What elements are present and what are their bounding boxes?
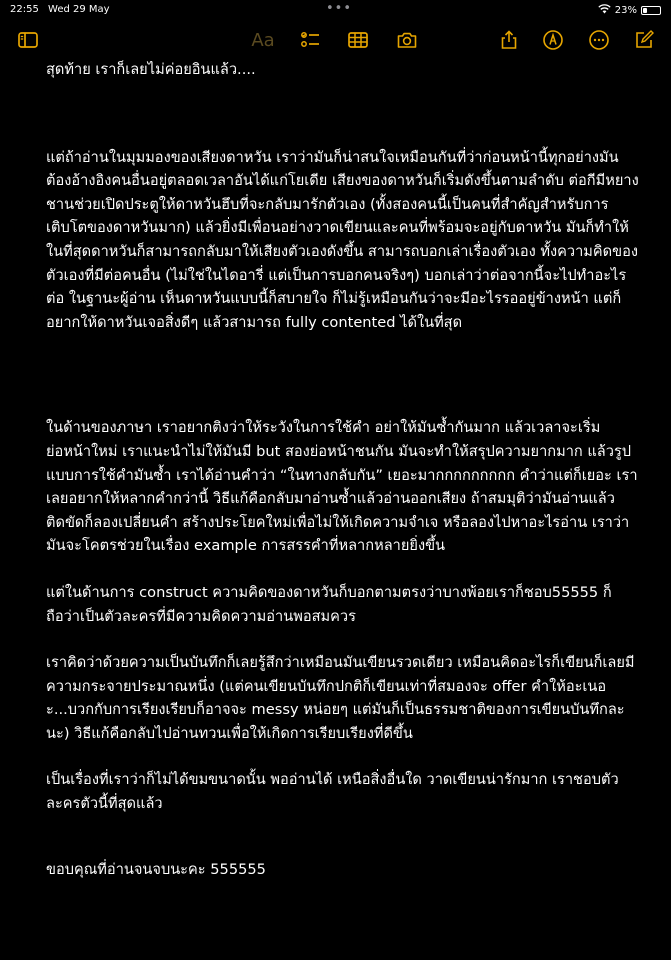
toolbar [0, 22, 671, 58]
note-paragraph: แต่ในด้านการ construct ความคิดของดาหวันก็บอกตามตรงว่าบางพ้อยเราก็ชอบ55555 ก็ถือว่าเป็นตัวละครที่มีความคิดความอ่านพอสมควร [46, 583, 612, 625]
note-paragraph: สุดท้าย เราก็เลยไม่ค่อยอินแล้ว.... [46, 61, 256, 78]
battery-fill [643, 8, 647, 13]
note-paragraph: แต่ถ้าอ่านในมุมมองของเสียงดาหวัน เราว่ามันก็น่าสนใจเหมือนกันที่ว่าก่อนหน้านี้ทุกอย่างมันต้องอ้างอิงคนอื่นอยู่ตลอดเวลาอันได้แก่โยเดีย เสียงของดาหวันก็เริ่มดังขึ้นตามลำดับ ต่อกีมีหยางชานช่วยเปิดประตูให้ดาหวันฮึบที่จะกลับมารักตัวเอง (ทั้งสองคนนี้เป็นคนที่สำคัญสำหรับการเติบโตของดาหวันมาก) แล้วยิ่งมีเพื่อนอย่างวาดเขียนและคนที่พร้อมจะอยู่กับดาหวัน มันก็ทำให้ในที่สุดดาหวันก็สามารถกลับมาให้เสียงตัวเองดังขึ้น สามารถบอกเล่าเรื่องตัวเอง ทั้งความคิดของตัวเองที่มีต่อคนอื่น (ไม่ใช่ในไดอารี่ แต่เป็นการบอกคนจริงๆ) บอกเล่าว่าต่อจากนี้จะไปทำอะไรต่อ ในฐานะผู้อ่าน เห็นดาหวันแบบนี้ก็สบายใจ ก็ไม่รู้เหมือนกันว่าจะมีอะไรรออยู่ข้างหน้า แต่ก็อยากให้ดาหวันเจอสิ่งดีๆ แล้วสามารถ fully contented ได้ในที่สุด [46, 148, 639, 331]
compose-icon[interactable] [632, 28, 656, 52]
more-options-icon[interactable] [587, 28, 611, 52]
note-paragraph: ในด้านของภาษา เราอยากติงว่าให้ระวังในการใช้คำ อย่าให้มันซ้ำกันมาก แล้วเวลาจะเริ่มย่อหน้าใหม่ เราแนะนำไม่ให้มันมี but สองย่อหน้าชนกัน มันจะทำให้สรุปความยากมาก แล้วรูปแบบการใช้คำมันซ้ำ เราได้อ่านคำว่า “ในทางกลับกัน” เยอะมากกกกกกกกก คำว่าแต่ก็เยอะ เราเลยอยากให้หลากคำกว่านี้ วิธีแก้คือกลับมาอ่านซ้ำแล้วอ่านออกเสียง ถ้าสมมุติว่ามันอ่านแล้วติดขัดก็ลองเปลี่ยนคำ สร้างประโยคใหม่เพื่อไม่ให้เกิดความจำเจ หรือลองไปหาอะไรอ่าน เราว่ามันจะโคตรช่วยในเรื่อง example การสรรคำที่หลากหลายยิ่งขึ้น [46, 419, 638, 555]
checklist-icon[interactable] [298, 28, 322, 52]
camera-icon[interactable] [395, 28, 419, 52]
note-paragraph: ขอบคุณที่อ่านจนจบนะคะ 555555 [46, 860, 266, 878]
multitasking-dots-icon[interactable]: ••• [326, 1, 353, 16]
markup-pen-icon[interactable] [541, 28, 565, 52]
format-text-button[interactable]: Aa [251, 29, 275, 51]
table-icon[interactable] [346, 28, 370, 52]
note-paragraph: เป็นเรื่องที่เราว่าก็ไม่ได้ขมขนาดนั้น พออ่านได้ เหนือสิ่งอื่นใด วาดเขียนน่ารักมาก เราชอบตัวละครตัวนี้ที่สุดแล้ว [46, 771, 619, 813]
battery-icon [641, 6, 661, 15]
status-right [598, 4, 661, 17]
status-bar [0, 0, 671, 22]
status-date: Wed 29 May [48, 4, 110, 15]
note-body[interactable] [46, 58, 642, 881]
note-paragraph: เราคิดว่าด้วยความเป็นบันทึกก็เลยรู้สึกว่าเหมือนมันเขียนรวดเดียว เหมือนคิดอะไรก็เขียนก็เลยมีความกระจายประมาณหนึ่ง (แต่คนเขียนบันทึกปกติก็เขียนเท่าที่สมองจะ offer คำให้อะเนอะ...บวกกับการเรียงเรียบก็อาจจะ messy หน่อยๆ แต่มันก็เป็นธรรมชาติของการเขียนบันทึกละนะ) วิธีแก้คือกลับไปอ่านทวนเพื่อให้เกิดการเรียบเรียงที่ดีขึ้น [46, 654, 635, 742]
status-left [10, 4, 116, 15]
share-icon[interactable] [497, 28, 521, 52]
wifi-icon [598, 4, 611, 17]
sidebar-toggle-icon[interactable] [16, 28, 40, 52]
status-time: 22:55 [10, 4, 39, 15]
battery-percent: 23% [614, 5, 637, 16]
